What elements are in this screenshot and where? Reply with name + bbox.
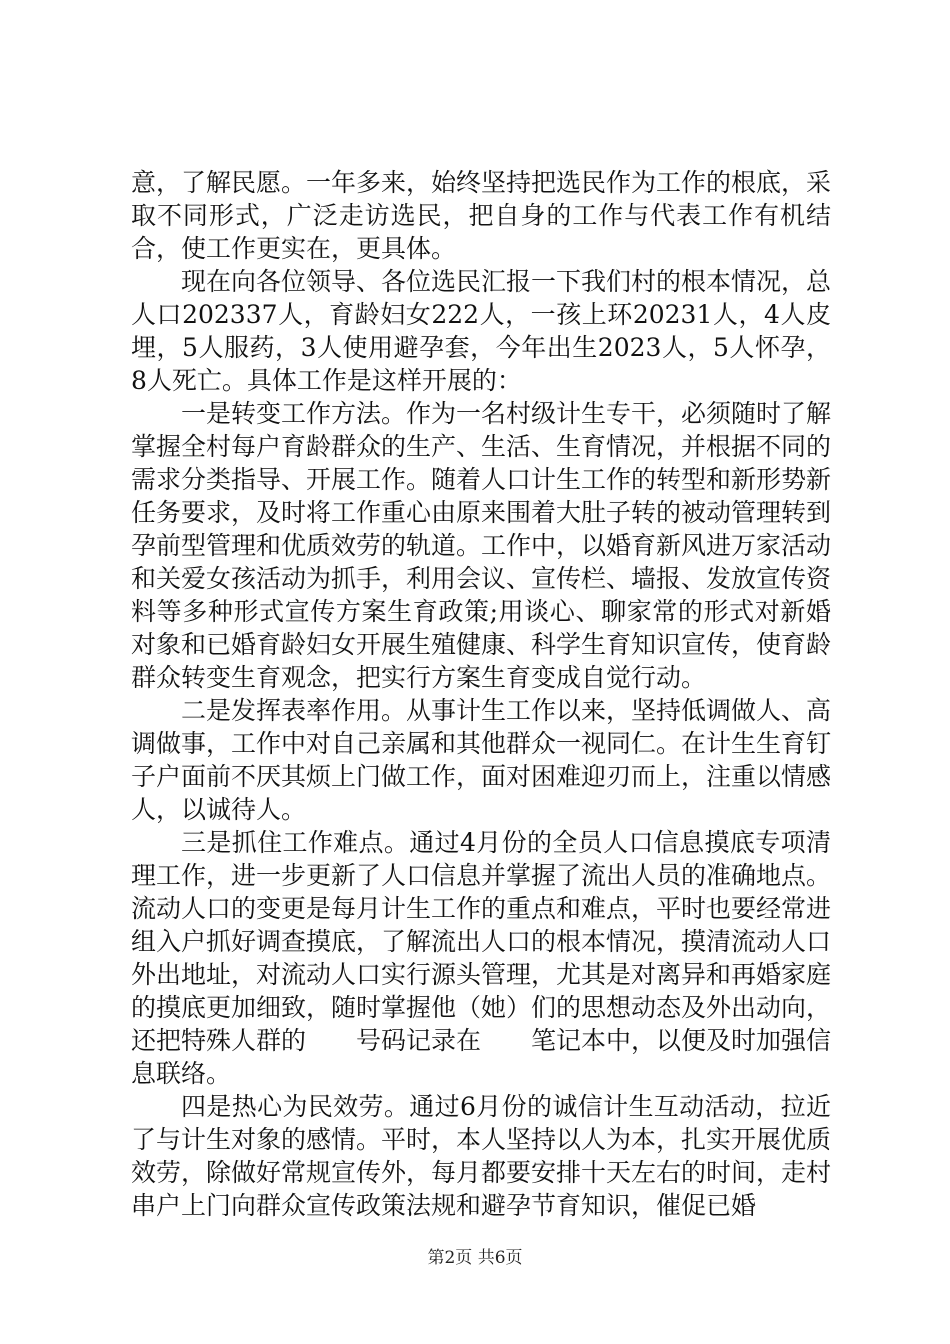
document-body — [131, 166, 831, 1222]
paragraph-key-difficulties: 三是抓住工作难点。通过4月份的全员人口信息摸底专项清理工作，进一步更新了人口信息并掌握了流出人员的准确地点。流动人口的变更是每月计生工作的重点和难点，平时也要经常进组入户抓好调查摸底，了解流出人口的根本情况，摸清流动人口外出地址，对流动人口实行源头管理，尤其是对离异和再婚家庭的摸底更加细致，随时掌握他（她）们的思想动态及外出动向，还把特殊人群的 号码记录在 笔记本中，以便及时加强信息联络。 — [131, 828, 832, 1088]
paragraph-work-method: 一是转变工作方法。作为一名村级计生专干，必须随时了解掌握全村每户育龄群众的生产、生活、生育情况，并根据不同的需求分类指导、开展工作。随着人口计生工作的转型和新形势新任务要求，及时将工作重心由原来围着大肚子转的被动管理转到孕前型管理和优质效劳的轨道。工作中，以婚育新风进万家活动和关爱女孩活动为抓手，利用会议、宣传栏、墙报、发放宣传资料等多种形式宣传方案生育政策;用谈心、聊家常的形式对新婚对象和已婚育龄妇女开展生殖健康、科学生育知识宣传，使育龄群众转变生育观念，把实行方案生育变成自觉行动。 — [131, 399, 832, 692]
paragraph-role-model: 二是发挥表率作用。从事计生工作以来，坚持低调做人、高调做事，工作中对自己亲属和其他群众一视同仁。在计生生育钉子户面前不厌其烦上门做工作，面对困难迎刃而上，注重以情感人，以诚待人。 — [131, 696, 832, 824]
page-number-footer: 第2页 共6页 — [427, 1248, 523, 1268]
paragraph-continuation: 意，了解民愿。一年多来，始终坚持把选民作为工作的根底，采取不同形式，广泛走访选民，把自身的工作与代表工作有机结合，使工作更实在，更具体。 — [131, 168, 832, 263]
paragraph-public-service: 四是热心为民效劳。通过6月份的诚信计生互动活动，拉近了与计生对象的感情。平时，本人坚持以人为本，扎实开展优质效劳，除做好常规宣传外，每月都要安排十天左右的时间，走村串户上门向群众宣传政策法规和避孕节育知识，催促已婚 — [131, 1092, 832, 1220]
paragraph-village-overview: 现在向各位领导、各位选民汇报一下我们村的根本情况，总人口202337人，育龄妇女222人，一孩上环20231人，4人皮埋，5人服药，3人使用避孕套，今年出生2023人，5人怀孕，8人死亡。具体工作是这样开展的： — [131, 267, 832, 395]
